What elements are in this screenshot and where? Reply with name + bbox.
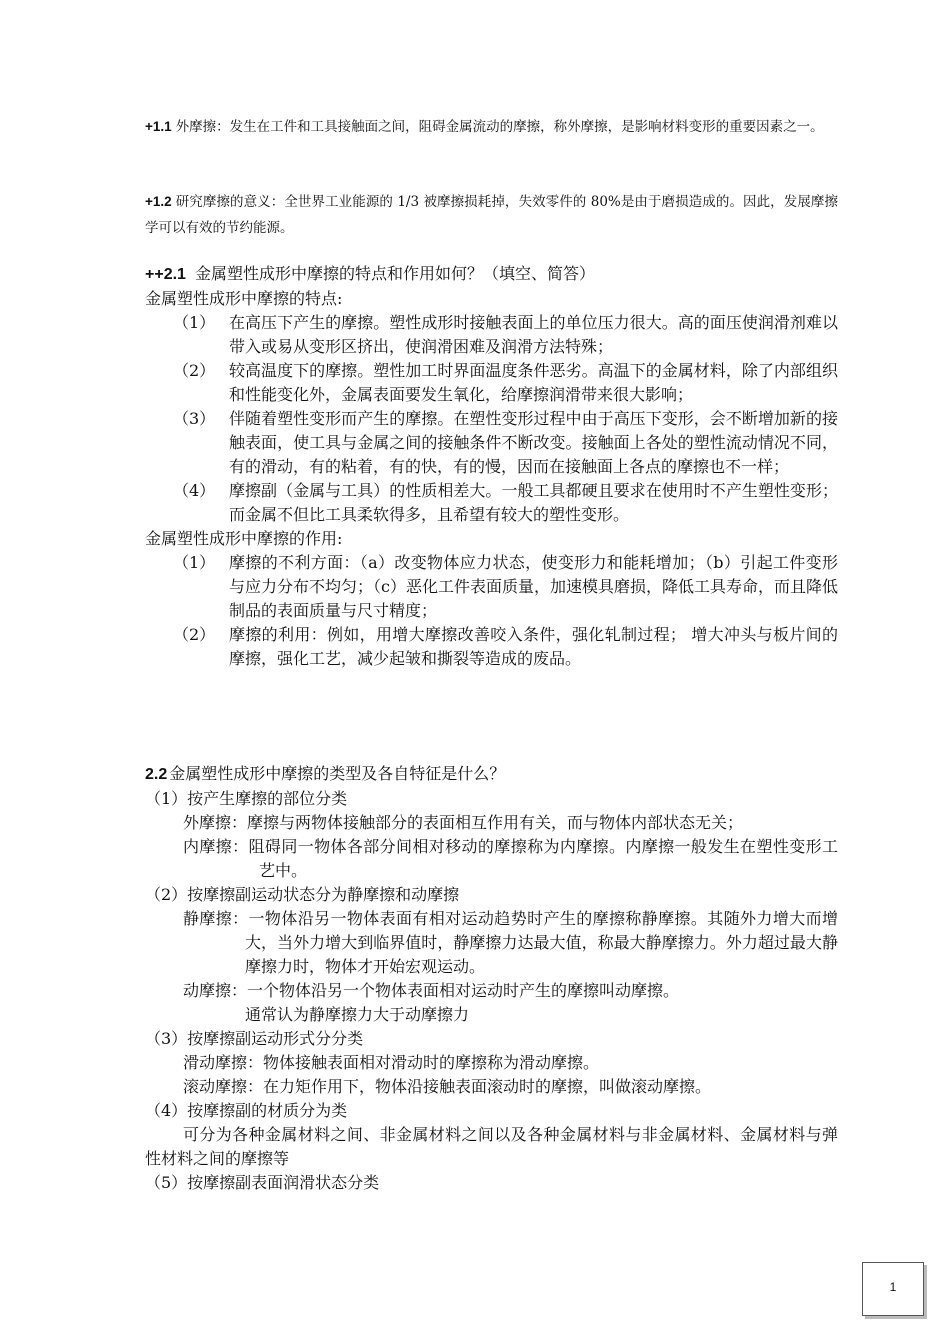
list-item [145,623,838,671]
note-text: 通常认为静摩擦力大于动摩擦力 [245,1005,470,1024]
paragraph [145,189,838,241]
category-heading: （2）按摩擦副运动状态分为静摩擦和动摩擦 [145,885,460,904]
definition-item [145,835,838,883]
list-item [145,551,838,623]
definition-item [145,907,838,979]
definition-text: 一物体沿另一物体表面有相对运动趋势时产生的摩擦称静摩擦。其随外力增大而增大，当外力增大到临界值时，静摩擦力达最大值，称最大静摩擦力。外力超过最大静摩擦力时，物体才开始宏观运动。 [245,909,838,976]
list-text: 摩擦的不利方面：（a）改变物体应力状态，使变形力和能耗增加；（b）引起工件变形与应力分布不均匀；（c）恶化工件表面质量，加速模具磨损，降低工具寿命，而且降低制品的表面质量与尺寸精度； [229,553,838,620]
definition-label: 内摩擦： [183,837,249,856]
section-1-2 [145,189,838,241]
category-heading: （3）按摩擦副运动形式分分类 [145,1029,364,1048]
section-number: +1.1 [145,119,172,134]
paragraph-text: 研究摩擦的意义：全世界工业能源的 1/3 被摩擦损耗掉，失效零件的 80%是由于磨损造成的。因此，发展摩擦学可以有效的节约能源。 [145,194,838,236]
section-number: 2.2 [145,766,168,783]
definition-item: 滑动摩擦：物体接触表面相对滑动时的摩擦称为滑动摩擦。 [183,1053,600,1072]
list-item [145,359,838,407]
definition-item [145,811,838,835]
list-number: （4） [173,481,216,500]
list-item [145,311,838,359]
subheading: 金属塑性成形中摩擦的作用: [145,529,343,548]
section-number: ++2.1 [145,266,186,283]
list-text: 伴随着塑性变形而产生的摩擦。在塑性变形过程中由于高压下变形，会不断增加新的接触表面，使工具与金属之间的接触条件不断改变。接触面上各处的塑性流动情况不同，有的滑动，有的粘着，有的快，有的慢，因而在接触面上各点的摩擦也不一样； [229,409,838,476]
definition-text: 摩擦与两物体接触部分的表面相互作用有关，而与物体内部状态无关； [247,813,744,832]
definition-label: 静摩擦： [183,909,249,928]
list-number: （3） [173,409,216,428]
list-text: 在高压下产生的摩擦。塑性成形时接触表面上的单位压力很大。高的面压使润滑剂难以带入或易从变形区挤出，使润滑困难及润滑方法特殊； [229,313,838,356]
category-heading: （5）按摩擦副表面润滑状态分类 [145,1173,380,1192]
list-number: （2） [173,361,216,380]
paragraph [145,114,838,140]
section-2-1 [145,262,838,671]
section-heading [145,262,838,287]
definition-label: 动摩擦： [183,981,248,1000]
section-title: 金属塑性成形中摩擦的特点和作用如何？（填空、简答） [195,264,596,283]
definition-item: 滚动摩擦：在力矩作用下，物体沿接触表面滚动时的摩擦，叫做滚动摩擦。 [183,1077,712,1096]
definition-text: 一个物体沿另一个物体表面相对运动时产生的摩擦叫动摩擦。 [247,981,680,1000]
paragraph-text: 可分为各种金属材料之间、非金属材料之间以及各种金属材料与非金属材料、金属材料与弹性材料之间的摩擦等 [145,1125,838,1168]
section-number: +1.2 [145,194,172,209]
list-item [145,407,838,479]
list-text: 较高温度下的摩擦。塑性加工时界面温度条件恶劣。高温下的金属材料，除了内部组织和性能变化外，金属表面要发生氧化，给摩擦润滑带来很大影响； [229,361,838,404]
section-title: 金属塑性成形中摩擦的类型及各自特征是什么？ [169,764,506,783]
definition-text: 阻碍同一物体各部分间相对移动的摩擦称为内摩擦。内摩擦一般发生在塑性变形工艺中。 [248,837,838,880]
page-number-box [862,1262,924,1316]
definition-label: 外摩擦： [183,813,248,832]
section-1-1 [145,114,838,140]
list-number: （1） [173,553,216,572]
section-2-2 [145,762,838,1195]
section-heading [145,762,838,787]
category-heading: （1）按产生摩擦的部位分类 [145,789,348,808]
definition-item [145,979,838,1003]
list-text: 摩擦的利用：例如，用增大摩擦改善咬入条件，强化轧制过程； 增大冲头与板片间的摩擦，强化工艺，减少起皱和撕裂等造成的废品。 [229,625,838,668]
subheading: 金属塑性成形中摩擦的特点: [145,289,343,308]
page-number: 1 [889,1280,897,1294]
paragraph-text: 外摩擦：发生在工件和工具接触面之间，阻碍金属流动的摩擦，称外摩擦，是影响材料变形的重要因素之一。 [175,119,824,135]
category-heading: （4）按摩擦副的材质分为类 [145,1101,348,1120]
list-text: 摩擦副（金属与工具）的性质相差大。一般工具都硬且要求在使用时不产生塑性变形；而金属不但比工具柔软得多，且希望有较大的塑性变形。 [229,481,838,524]
list-number: （1） [173,313,216,332]
list-number: （2） [173,625,216,644]
list-item [145,479,838,527]
